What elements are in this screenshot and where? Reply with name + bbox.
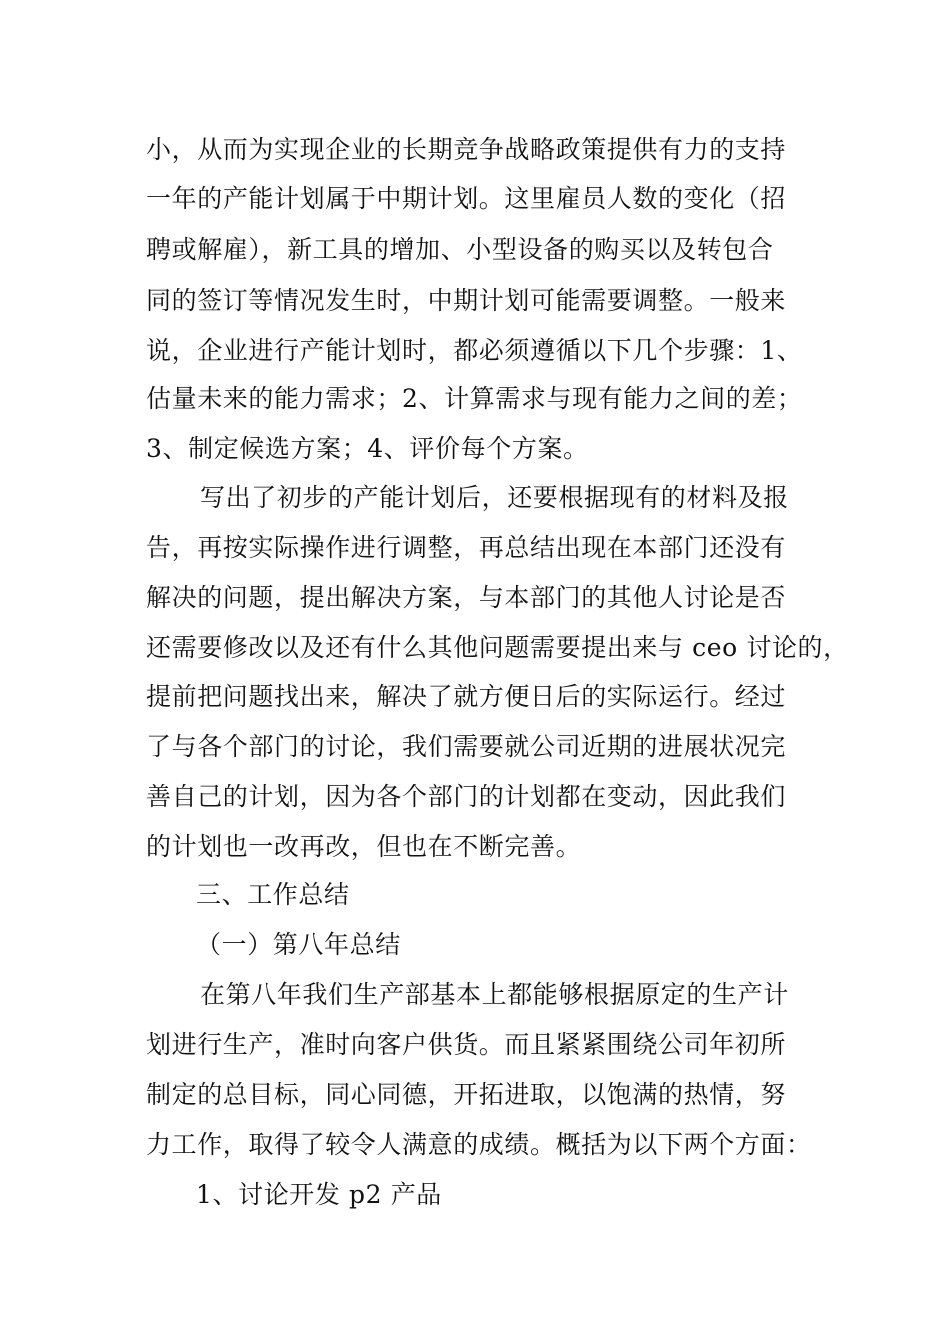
text-line: 力工作，取得了较令人满意的成绩。概括为以下两个方面： bbox=[146, 1130, 812, 1159]
text-line: 3、制定候选方案；4、评价每个方案。 bbox=[146, 434, 589, 463]
text-line: 制定的总目标，同心同德，开拓进取，以饱满的热情，努 bbox=[146, 1080, 787, 1109]
text-line: 划进行生产，准时向客户供货。而且紧紧围绕公司年初所 bbox=[146, 1030, 787, 1059]
text-line: 说，企业进行产能计划时，都必须遵循以下几个步骤：1、 bbox=[146, 336, 803, 365]
paragraph-first-line: 写出了初步的产能计划后，还要根据现有的材料及报 bbox=[200, 483, 789, 512]
text-line: 的计划也一改再改，但也在不断完善。 bbox=[146, 832, 582, 861]
text-line: 同的签订等情况发生时，中期计划可能需要调整。一般来 bbox=[146, 286, 787, 315]
text-line: 提前把问题找出来，解决了就方便日后的实际运行。经过 bbox=[146, 682, 787, 711]
subsection-heading: （一）第八年总结 bbox=[196, 930, 401, 959]
paragraph-first-line: 在第八年我们生产部基本上都能够根据原定的生产计 bbox=[200, 980, 789, 1009]
text-line: 善自己的计划，因为各个部门的计划都在变动，因此我们 bbox=[146, 782, 787, 811]
text-line: 还需要修改以及还有什么其他问题需要提出来与 ceo 讨论的， bbox=[146, 633, 849, 662]
text-line: 小，从而为实现企业的长期竞争战略政策提供有力的支持 bbox=[146, 135, 787, 164]
text-line: 告，再按实际操作进行调整，再总结出现在本部门还没有 bbox=[146, 533, 787, 562]
list-item-heading: 1、讨论开发 p2 产品 bbox=[196, 1180, 442, 1209]
text-line: 估量未来的能力需求；2、计算需求与现有能力之间的差； bbox=[146, 384, 803, 413]
section-heading: 三、工作总结 bbox=[196, 880, 350, 909]
text-line: 聘或解雇），新工具的增加、小型设备的购买以及转包合 bbox=[146, 235, 774, 264]
text-line: 解决的问题，提出解决方案，与本部门的其他人讨论是否 bbox=[146, 583, 787, 612]
text-line: 了与各个部门的讨论，我们需要就公司近期的进展状况完 bbox=[146, 732, 787, 761]
text-line: 一年的产能计划属于中期计划。这里雇员人数的变化（招 bbox=[146, 184, 787, 213]
